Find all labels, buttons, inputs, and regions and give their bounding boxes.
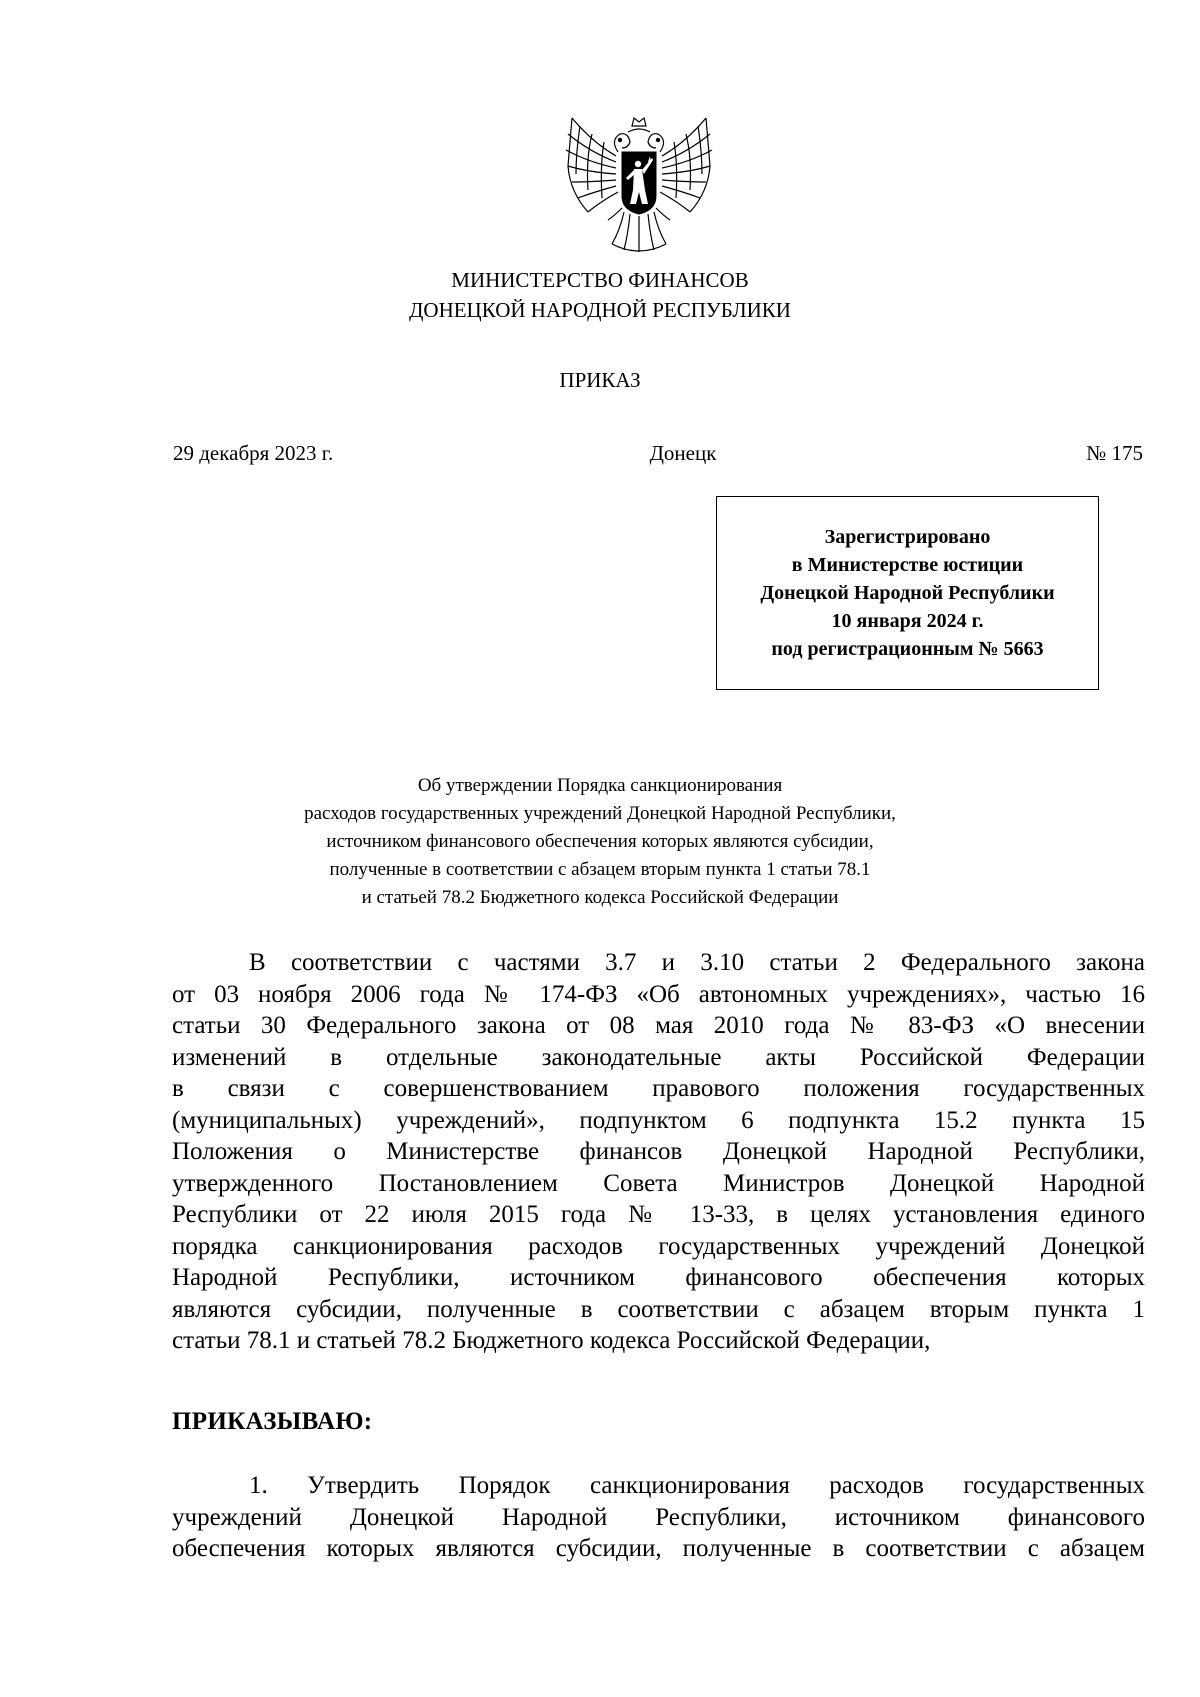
preamble-line: Республики от 22 июля 2015 года № 13-33, в целях установления единого — [172, 1201, 1145, 1228]
title-line: расходов государственных учреждений Донецкой Народной Республики, — [304, 803, 896, 824]
preamble-line: изменений в отдельные законодательные акты Российской Федерации — [172, 1043, 1145, 1071]
preamble-line: утвержденного Постановлением Совета Министров Донецкой Народной — [172, 1169, 1145, 1197]
preamble-line: являются субсидии, полученные в соответствии с абзацем вторым пункта 1 — [172, 1295, 1145, 1323]
preamble-line: статьи 30 Федерального закона от 08 мая 2010 года № 83-ФЗ «О внесении — [172, 1012, 1145, 1039]
registration-line: 10 января 2024 г. — [831, 610, 984, 632]
title-line: Об утверждении Порядка санкционирования — [417, 775, 783, 796]
preamble-line: Народной Республики, источником финансового обеспечения которых — [172, 1264, 1145, 1291]
document-title — [0, 772, 1200, 912]
preamble-line: (муниципальных) учреждений», подпунктом 6 подпункта 15.2 пункта 15 — [172, 1106, 1145, 1134]
registration-line: Зарегистрировано — [824, 526, 991, 548]
title-line: и статьей 78.2 Бюджетного кодекса Российской Федерации — [361, 887, 839, 908]
registration-line: в Министерстве юстиции — [791, 554, 1024, 576]
registration-stamp-box — [716, 496, 1099, 690]
title-line: источником финансового обеспечения которых являются субсидии, — [326, 831, 874, 852]
item-line: учреждений Донецкой Народной Республики, источником финансового — [172, 1503, 1145, 1531]
registration-line: Донецкой Народной Республики — [760, 582, 1055, 604]
preamble-line: порядка санкционирования расходов государственных учреждений Донецкой — [172, 1232, 1145, 1260]
ministry-line-1: МИНИСТЕРСТВО ФИНАНСОВ — [451, 268, 749, 292]
registration-line: под регистрационным № 5663 — [771, 638, 1044, 660]
preamble-line: от 03 ноября 2006 года № 174-ФЗ «Об автономных учреждениях», частью 16 — [172, 980, 1145, 1008]
document-date: 29 декабря 2023 г. — [173, 441, 334, 465]
order-word: ПРИКАЗЫВАЮ: — [172, 1408, 373, 1435]
document-type: ПРИКАЗ — [559, 368, 641, 392]
title-line: полученные в соответствии с абзацем вторым пункта 1 статьи 78.1 — [329, 859, 871, 880]
dpr-coat-of-arms-icon — [562, 112, 716, 254]
document-meta-row — [173, 438, 1143, 468]
ministry-name — [0, 265, 1200, 325]
preamble-line: Положения о Министерстве финансов Донецкой Народной Республики, — [172, 1138, 1145, 1165]
item-line: 1. Утвердить Порядок санкционирования расходов государственных — [249, 1472, 1145, 1499]
preamble-paragraph — [172, 947, 1145, 1357]
item-line: обеспечения которых являются субсидии, полученные в соответствии с абзацем — [172, 1535, 1145, 1562]
preamble-line: статьи 78.1 и статьей 78.2 Бюджетного кодекса Российской Федерации, — [172, 1327, 931, 1354]
ministry-line-2: ДОНЕЦКОЙ НАРОДНОЙ РЕСПУБЛИКИ — [409, 298, 791, 322]
preamble-line: в связи с совершенствованием правового положения государственных — [172, 1075, 1145, 1102]
order-item-1 — [172, 1470, 1145, 1565]
document-number: № 175 — [1086, 441, 1143, 465]
document-city: Донецк — [649, 441, 717, 465]
preamble-line: В соответствии с частями 3.7 и 3.10 статьи 2 Федерального закона — [249, 949, 1145, 976]
